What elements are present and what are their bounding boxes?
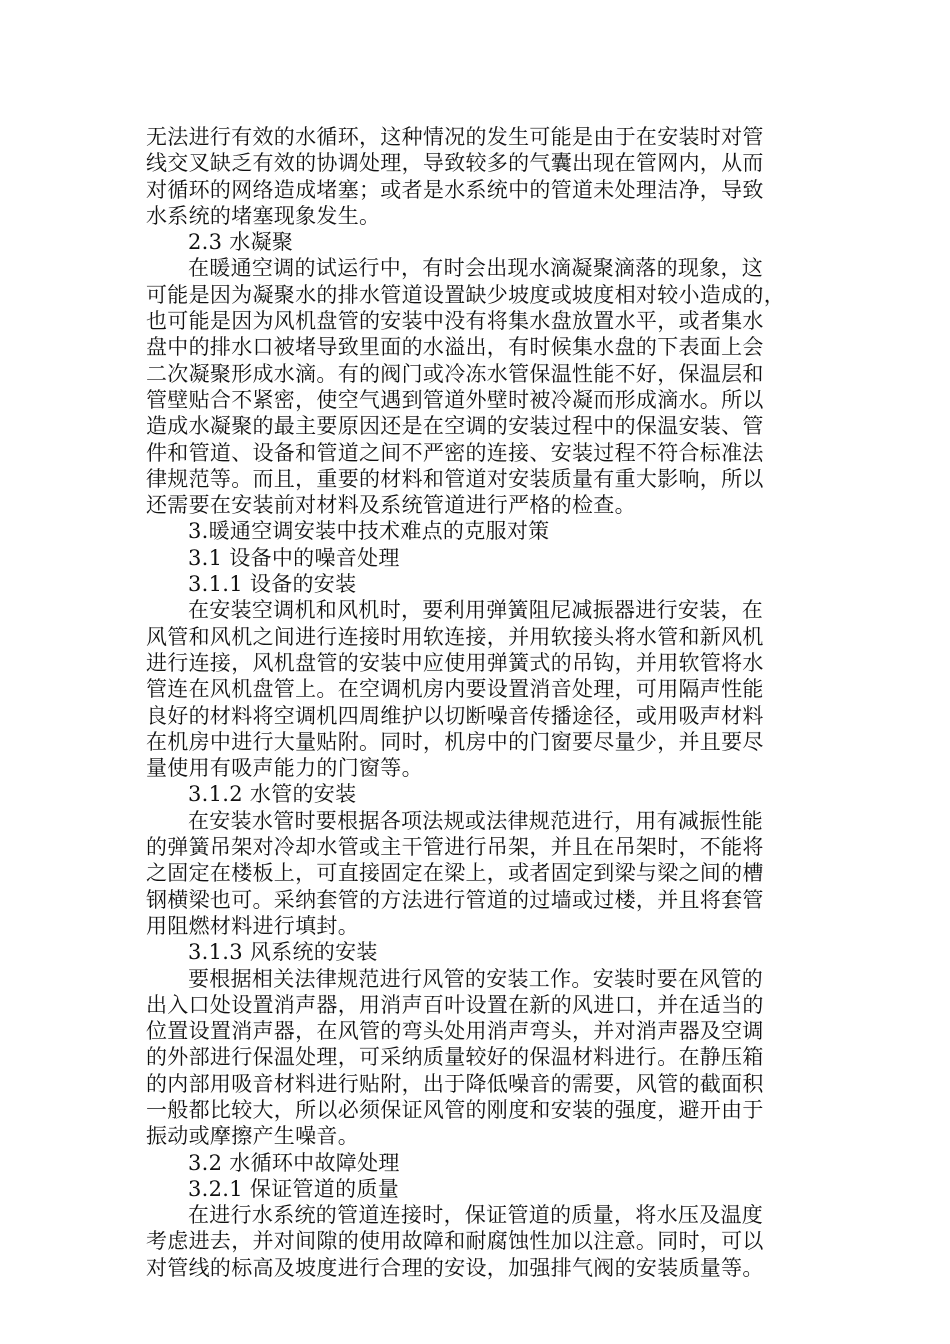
text-line: 考虑进去，并对间隙的使用故障和耐腐蚀性加以注意。同时，可以 xyxy=(146,1229,764,1254)
text-line: 3.2 水循环中故障处理 xyxy=(188,1150,400,1175)
text-line: 3.暖通空调安装中技术难点的克服对策 xyxy=(188,519,550,544)
text-line: 3.1.1 设备的安装 xyxy=(188,572,357,597)
text-line: 水系统的堵塞现象发生。 xyxy=(146,203,381,228)
text-line: 风管和风机之间进行连接时用软连接，并用软接头将水管和新风机 xyxy=(146,624,764,649)
text-line: 律规范等。而且，重要的材料和管道对安装质量有重大影响，所以 xyxy=(146,466,764,491)
text-line: 良好的材料将空调机四周维护以切断噪音传播途径，或用吸声材料 xyxy=(146,703,764,728)
text-line: 振动或摩擦产生噪音。 xyxy=(146,1124,359,1149)
text-line: 盘中的排水口被堵导致里面的水溢出，有时候集水盘的下表面上会 xyxy=(146,335,764,360)
text-line: 无法进行有效的水循环，这种情况的发生可能是由于在安装时对管 xyxy=(146,125,764,149)
text-line: 3.2.1 保证管道的质量 xyxy=(188,1176,400,1201)
text-line: 钢横梁也可。采纳套管的方法进行管道的过墙或过楼，并且将套管 xyxy=(146,887,764,912)
text-line: 的弹簧吊架对冷却水管或主干管进行吊架，并且在吊架时，不能将 xyxy=(146,835,764,860)
text-line: 可能是因为凝聚水的排水管道设置缺少坡度或坡度相对较小造成的， xyxy=(146,282,785,307)
text-line: 对循环的网络造成堵塞；或者是水系统中的管道未处理洁净，导致 xyxy=(146,177,764,202)
text-line: 管壁贴合不紧密，使空气遇到管道外壁时被冷凝而形成滴水。所以 xyxy=(146,387,764,412)
document-body xyxy=(146,124,798,1281)
text-line: 线交叉缺乏有效的协调处理，导致较多的气囊出现在管网内，从而 xyxy=(146,151,764,176)
text-line: 在暖通空调的试运行中，有时会出现水滴凝聚滴落的现象，这 xyxy=(188,256,764,281)
text-line: 的外部进行保温处理，可采纳质量较好的保温材料进行。在静压箱 xyxy=(146,1045,764,1070)
text-line: 之固定在楼板上，可直接固定在梁上，或者固定到梁与梁之间的槽 xyxy=(146,861,764,886)
text-line: 一般都比较大，所以必须保证风管的刚度和安装的强度，避开由于 xyxy=(146,1097,764,1122)
text-line: 3.1 设备中的噪音处理 xyxy=(188,545,400,570)
text-line: 位置设置消声器，在风管的弯头处用消声弯头，并对消声器及空调 xyxy=(146,1019,764,1044)
text-line: 出入口处设置消声器，用消声百叶设置在新的风进口，并在适当的 xyxy=(146,992,764,1017)
text-line: 对管线的标高及坡度进行合理的安设，加强排气阀的安装质量等。 xyxy=(146,1255,764,1280)
text-line: 在安装空调机和风机时，要利用弹簧阻尼减振器进行安装，在 xyxy=(188,598,764,623)
text-line: 造成水凝聚的最主要原因还是在空调的安装过程中的保温安装、管 xyxy=(146,414,764,439)
text-line: 3.1.3 风系统的安装 xyxy=(188,940,378,965)
text-line: 管连在风机盘管上。在空调机房内要设置消音处理，可用隔声性能 xyxy=(146,677,764,702)
text-line: 也可能是因为风机盘管的安装中没有将集水盘放置水平，或者集水 xyxy=(146,309,764,334)
text-line: 二次凝聚形成水滴。有的阀门或冷冻水管保温性能不好，保温层和 xyxy=(146,361,764,386)
text-line: 在安装水管时要根据各项法规或法律规范进行，用有减振性能 xyxy=(188,808,764,833)
text-line: 要根据相关法律规范进行风管的安装工作。安装时要在风管的 xyxy=(188,966,764,991)
text-line: 在进行水系统的管道连接时，保证管道的质量，将水压及温度 xyxy=(188,1203,764,1228)
text-line: 2.3 水凝聚 xyxy=(188,230,294,255)
text-line: 进行连接，风机盘管的安装中应使用弹簧式的吊钩，并用软管将水 xyxy=(146,650,764,675)
text-line: 量使用有吸声能力的门窗等。 xyxy=(146,756,423,781)
text-line: 在机房中进行大量贴附。同时，机房中的门窗要尽量少，并且要尽 xyxy=(146,729,764,754)
text-line: 件和管道、设备和管道之间不严密的连接、安装过程不符合标准法 xyxy=(146,440,764,465)
text-line: 用阻燃材料进行填封。 xyxy=(146,913,359,938)
text-line: 的内部用吸音材料进行贴附，出于降低噪音的需要，风管的截面积 xyxy=(146,1071,764,1096)
text-line: 3.1.2 水管的安装 xyxy=(188,782,357,807)
text-line: 还需要在安装前对材料及系统管道进行严格的检查。 xyxy=(146,493,636,518)
